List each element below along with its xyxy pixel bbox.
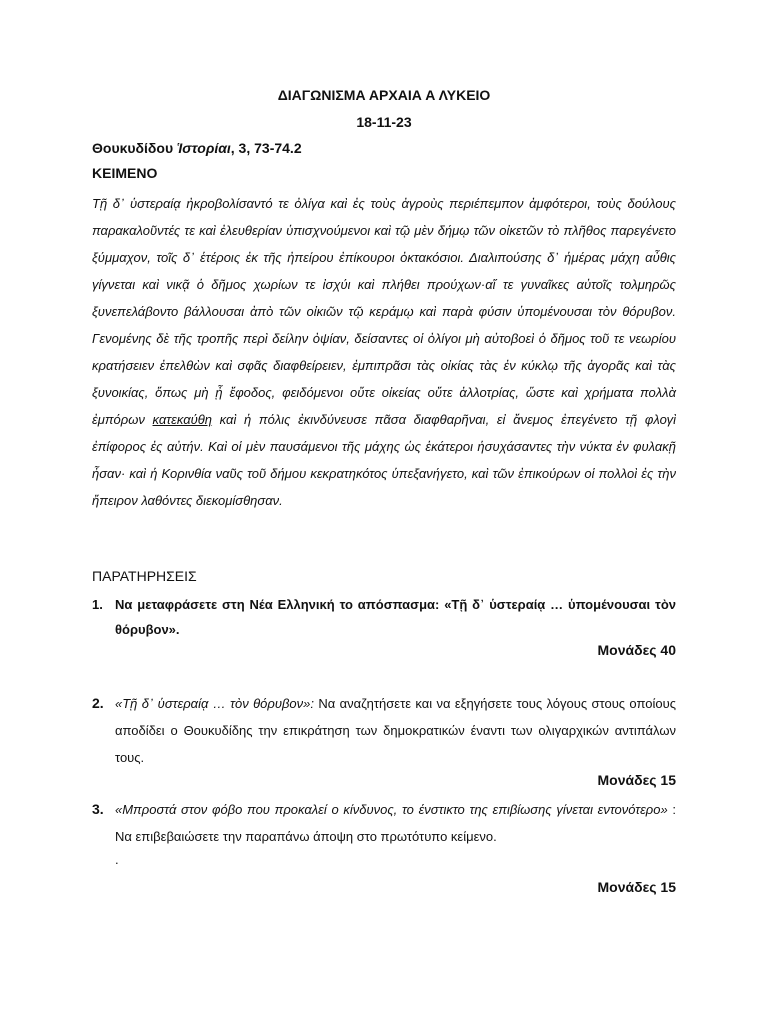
exam-title: ΔΙΑΓΩΝΙΣΜΑ ΑΡΧΑΙΑ Α ΛΥΚΕΙΟ	[277, 87, 491, 103]
ancient-text-part-2: καὶ ἡ πόλις ἐκινδύνευσε πᾶσα διαφθαρῆναι, εἰ ἄνεμος ἐπεγένετο τῇ φλογὶ ἐπίφορος ἐς αὐτήν. Καὶ οἱ μὲν παυσάμενοι τῆς μάχης ὡς ἑκάτεροι ἡσυχάσαντες τὴν νύκτα ἐν φυλακῇ ἦσαν· καὶ ἡ Κορινθία ναῦς τοῦ δήμου κεκρατηκότος ὑπεξανήγετο, καὶ τῶν ἐπικούρων οἱ πολλοὶ ἐς τὴν ἤπειρον λαθόντες διεκομίσθησαν.	[92, 412, 676, 508]
ancient-text	[92, 190, 676, 514]
question-1-units: Μονάδες 40	[597, 642, 676, 658]
question-2	[92, 690, 676, 771]
question-1-number: 1.	[92, 597, 103, 612]
exam-date: 18-11-23	[356, 114, 412, 130]
question-2-quote: «Τῇ δ᾽ ὑστεραίᾳ … τὸν θόρυβον»:	[115, 696, 314, 711]
question-3-text: : Να επιβεβαιώσετε την παραπάνω άποψη στο πρωτότυπο κείμενο.	[115, 802, 676, 844]
question-2-text: Να αναζητήσετε και να εξηγήσετε τους λόγους στους οποίους αποδίδει ο Θουκυδίδης την επικράτηση των δημοκρατικών έναντι των ολιγαρχικών αντιπάλων τους.	[115, 696, 676, 765]
question-3-units: Μονάδες 15	[597, 879, 676, 895]
ancient-text-part-1: Τῇ δ᾽ ὑστεραίᾳ ἠκροβολίσαντό τε ὀλίγα καὶ ἐς τοὺς ἀγροὺς περιέπεμπον ἀμφότεροι, τοὺς δούλους παρακαλοῦντές τε καὶ ἐλευθερίαν ὑπισχνούμενοι καὶ τῷ μὲν δήμῳ τῶν οἰκετῶν τὸ πλῆθος παρεγένετο ξύμμαχον, τοῖς δ᾽ ἑτέροις ἐκ τῆς ἠπείρου ἐπίκουροι ὀκτακόσιοι. Διαλιπούσης δ᾽ ἡμέρας μάχη αὖθις γίγνεται καὶ νικᾷ ὁ δῆμος χωρίων τε ἰσχύι καὶ πλήθει προύχων·αἵ τε γυναῖκες αὐτοῖς τολμηρῶς ξυνεπελάβοντο βάλλουσαι ἀπὸ τῶν οἰκιῶν τῷ κεράμῳ καὶ παρὰ φύσιν ὑπομένουσαι τὸν θόρυβον. Γενομένης δὲ τῆς τροπῆς περὶ δείλην ὀψίαν, δείσαντες οἱ ὀλίγοι μὴ αὐτοβοεὶ ὁ δῆμος τοῦ τε νεωρίου κρατήσειεν ἐπελθὼν καὶ σφᾶς διαφθείρειεν, ἐμπιπρᾶσι τὰς οἰκίας τὰς ἐν κύκλῳ τῆς ἀγορᾶς καὶ τὰς ξυνοικίας, ὅπως μὴ ᾖ ἔφοδος, φειδόμενοι οὔτε οἰκείας οὔτε ἀλλοτρίας, ὥστε καὶ χρήματα πολλὰ ἐμπόρων	[92, 196, 676, 427]
question-1	[92, 592, 676, 642]
question-3-quote: «Μπροστά στον φόβο που προκαλεί ο κίνδυνος, το ένστικτο της επιβίωσης γίνεται εντονότερο»	[115, 802, 668, 817]
underlined-word: κατεκαύθη	[152, 412, 213, 427]
source-author: Θουκυδίδου	[92, 140, 178, 156]
question-3-trailing-dot: .	[115, 852, 119, 867]
question-2-units: Μονάδες 15	[597, 772, 676, 788]
text-heading: ΚΕΙΜΕΝΟ	[92, 165, 158, 181]
source-work: Ἱστορίαι	[177, 140, 231, 156]
question-2-number: 2.	[92, 695, 104, 711]
source-ref: , 3, 73-74.2	[230, 140, 302, 156]
question-3-number: 3.	[92, 801, 104, 817]
notes-heading: ΠΑΡΑΤΗΡΗΣΕΙΣ	[92, 568, 197, 584]
question-3	[92, 796, 676, 850]
question-1-text: Να μεταφράσετε στη Νέα Ελληνική το απόσπασμα: «Τῇ δ᾽ ὑστεραίᾳ … ὑπομένουσαι τὸν θόρυβον».	[115, 597, 676, 637]
source-reference	[92, 140, 302, 156]
